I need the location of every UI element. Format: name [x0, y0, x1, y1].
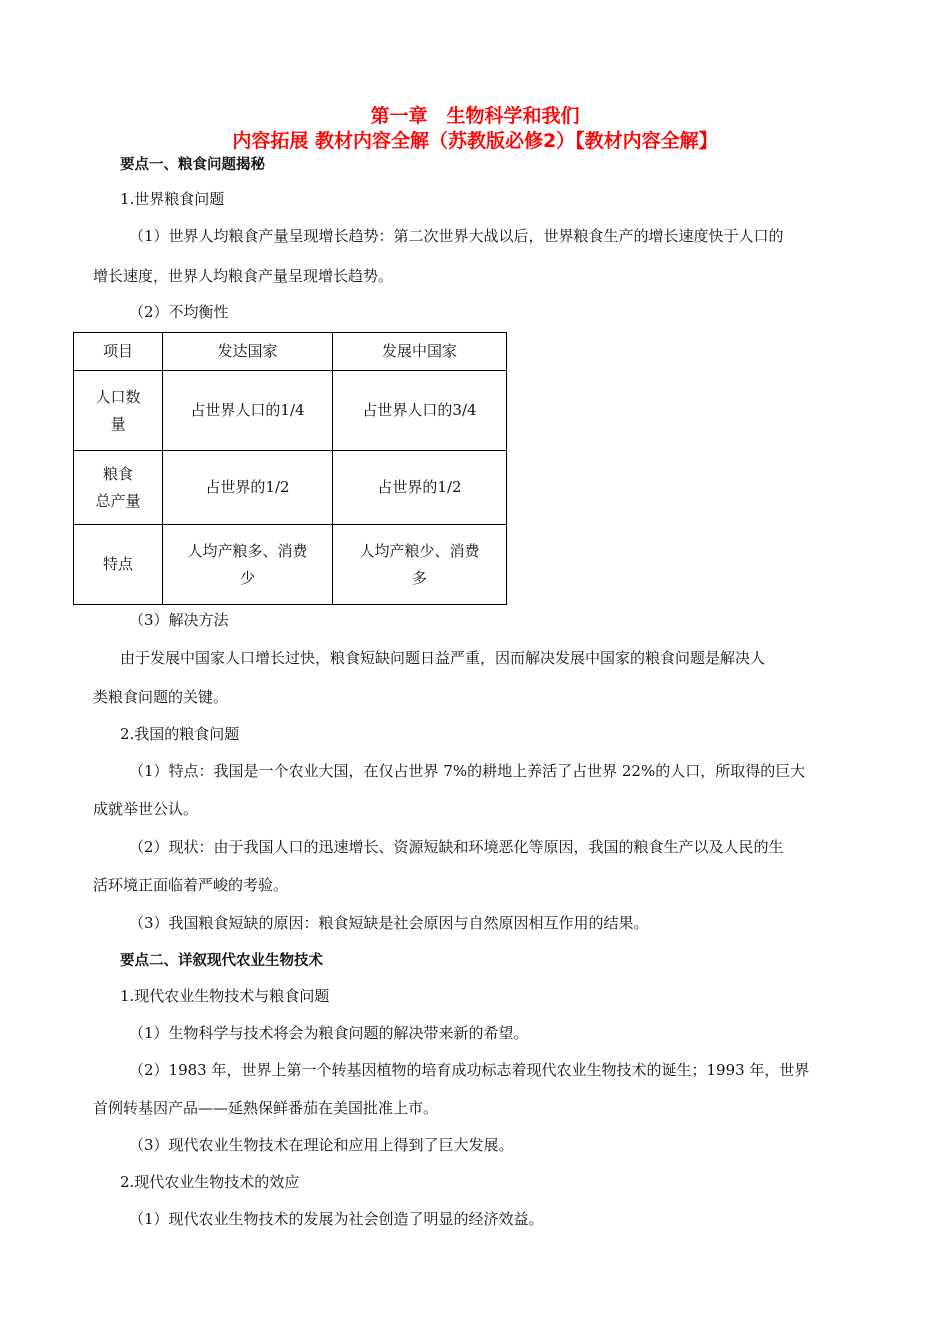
section1-item2-title: 2.我国的粮食问题	[120, 725, 240, 743]
table-row-label	[74, 451, 163, 525]
section2-heading: 要点二、详叙现代农业生物技术	[120, 953, 323, 969]
chapter-title: 第一章 生物科学和我们	[370, 105, 580, 127]
table-cell: 占世界的1/2	[163, 451, 333, 525]
table-cell	[163, 525, 333, 605]
cell-line: 人均产粮少、消费	[359, 542, 480, 561]
table-row-label: 特点	[74, 525, 163, 605]
paragraph-line: 由于发展中国家人口增长过快，粮食短缺问题日益严重，因而解决发展中国家的粮食问题是解决人	[120, 649, 766, 667]
label-line: 总产量	[95, 491, 141, 510]
paragraph-line: （2）不均衡性	[129, 303, 229, 321]
section2-item1-title: 1.现代农业生物技术与粮食问题	[120, 987, 330, 1005]
cell-line: 多	[411, 568, 427, 587]
paragraph-line: （3）我国粮食短缺的原因：粮食短缺是社会原因与自然原因相互作用的结果。	[129, 914, 649, 932]
paragraph-line: （1）现代农业生物技术的发展为社会创造了明显的经济效益。	[129, 1210, 544, 1228]
paragraph-line: 成就举世公认。	[93, 800, 199, 818]
table-row	[74, 371, 507, 451]
table-cell: 占世界人口的3/4	[333, 371, 507, 451]
cell-line: 人均产粮多、消费	[187, 542, 308, 561]
comparison-table	[73, 332, 507, 605]
paragraph-line: （1）生物科学与技术将会为粮食问题的解决带来新的希望。	[129, 1024, 529, 1042]
paragraph-line: （2）1983 年，世界上第一个转基因植物的培育成功标志着现代农业生物技术的诞生；1993 年，世界	[129, 1061, 810, 1079]
document-subtitle: 内容拓展 教材内容全解（苏教版必修2）【教材内容全解】	[232, 130, 718, 152]
paragraph-line: 类粮食问题的关键。	[93, 688, 229, 706]
paragraph-line: （3）现代农业生物技术在理论和应用上得到了巨大发展。	[129, 1136, 514, 1154]
section1-item1-title: 1.世界粮食问题	[120, 190, 225, 208]
table-cell: 占世界人口的1/4	[163, 371, 333, 451]
table-header-cell: 项目	[74, 333, 163, 371]
paragraph-line: 首例转基因产品——延熟保鲜番茄在美国批准上市。	[93, 1099, 439, 1117]
table-header-cell: 发达国家	[163, 333, 333, 371]
table-row	[74, 525, 507, 605]
paragraph-line: 增长速度，世界人均粮食产量呈现增长趋势。	[93, 267, 394, 285]
paragraph-line: （3）解决方法	[129, 611, 229, 629]
label-line: 人口数	[95, 388, 141, 407]
table-cell: 占世界的1/2	[333, 451, 507, 525]
section2-item2-title: 2.现代农业生物技术的效应	[120, 1173, 300, 1191]
table-header-row	[74, 333, 507, 371]
table-row	[74, 451, 507, 525]
table-row-label	[74, 371, 163, 451]
paragraph-line: 活环境正面临着严峻的考验。	[93, 876, 289, 894]
paragraph-line: （1）特点：我国是一个农业大国，在仅占世界 7%的耕地上养活了占世界 22%的人口，所取得的巨大	[129, 762, 806, 780]
paragraph-line: （2）现状：由于我国人口的迅速增长、资源短缺和环境恶化等原因，我国的粮食生产以及人民的生	[129, 838, 784, 856]
table-cell	[333, 525, 507, 605]
section1-heading: 要点一、粮食问题揭秘	[120, 157, 265, 173]
label-line: 粮食	[102, 465, 133, 484]
cell-line: 少	[239, 568, 255, 587]
paragraph-line: （1）世界人均粮食产量呈现增长趋势：第二次世界大战以后，世界粮食生产的增长速度快于人口的	[129, 227, 784, 245]
table-header-cell: 发展中国家	[333, 333, 507, 371]
label-line: 量	[110, 414, 126, 433]
